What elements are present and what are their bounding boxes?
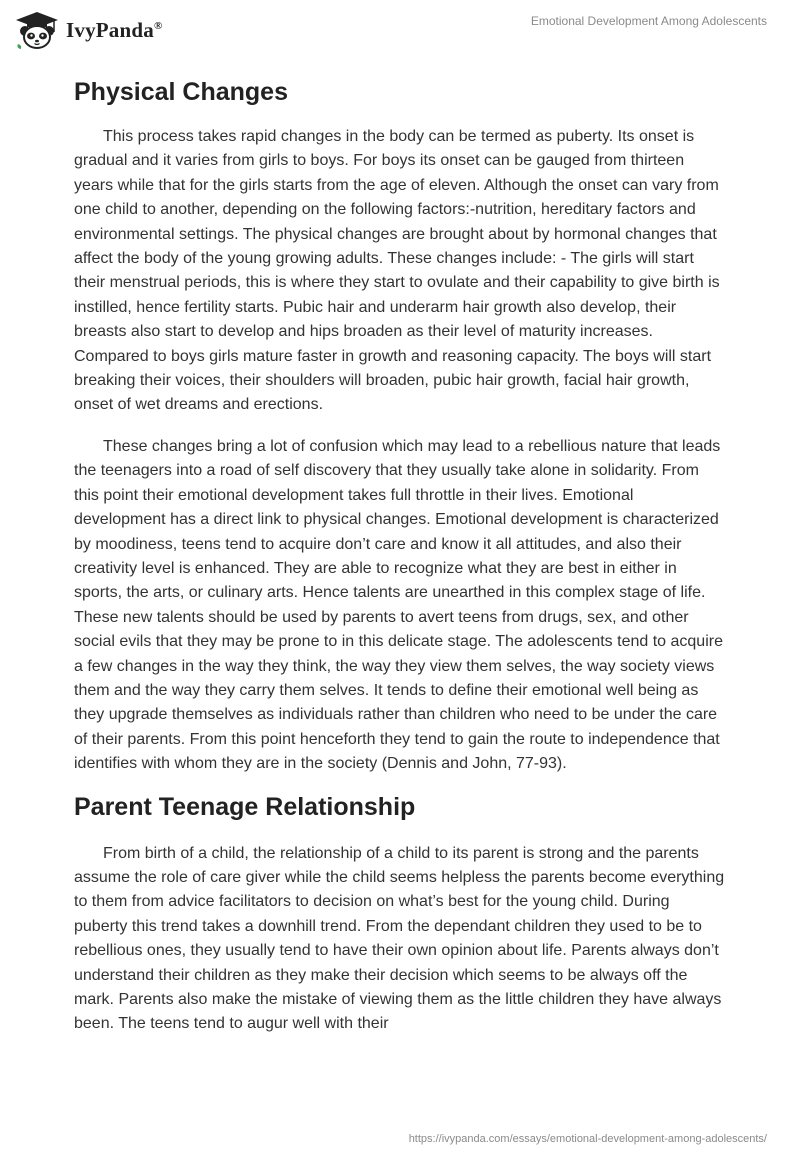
paragraph: This process takes rapid changes in the body can be termed as puberty. Its onset is gradual and it varies from girls to boys. For boys its onset can be gauged from thirteen years while that for the girls starts from the age of eleven. Although the onset can vary from one child to another, depending on the following factors:-nutrition, hereditary factors and environmental settings. The physical changes are brought about by hormonal changes that affect the body of the young growing adults. These changes include: - The girls will start their menstrual periods, this is where they start to ovulate and their capability to give birth is instilled, hence fertility starts. Pubic hair and underarm hair growth also develop, their breasts also start to develop and hips broaden as their level of maturity increases. Compared to boys girls mature faster in growth and reasoning capacity. The boys will start breaking their voices, their shoulders will broaden, pubic hair growth, facial hair growth, onset of wet dreams and erections. bbox=[74, 128, 720, 414]
ivypanda-logo[interactable] bbox=[14, 10, 162, 50]
paragraph: From birth of a child, the relationship of a child to its parent is strong and the parents assume the role of care giver while the child seems helpless the parents become everything to them from advice facilitators to decision on what’s best for the young child. During puberty this trend takes a downhill trend. From the dependant children they used to be to rebellious ones, they usually tend to have their own opinion about life. Parents always don’t understand their children as they make their decision which seems to be always off the mark. Parents also make the mistake of viewing them as the little children they have always been. The teens tend to augur well with their bbox=[74, 844, 725, 1033]
brand-name bbox=[66, 18, 162, 43]
brand-text: IvyPanda bbox=[66, 17, 154, 42]
source-url-link[interactable]: https://ivypanda.com/essays/emotional-development-among-adolescents/ bbox=[408, 1133, 767, 1145]
section-heading: Parent Teenage Relationship bbox=[74, 792, 416, 821]
paragraph: These changes bring a lot of confusion which may lead to a rebellious nature that leads the teenagers into a road of self discovery that they usually take alone in solidarity. From this point their emotional development takes full throttle in their lives. Emotional development has a direct link to physical changes. Emotional development is characterized by moodiness, teens tend to acquire don’t care and know it all attitudes, and also their creativity level is enhanced. They are able to recognize what they are best in either in sports, the arts, or culinary arts. Hence talents are unearthed in this complex stage of life. These new talents should be used by parents to avert teens from drugs, sex, and other social evils that they may be prone to in this delicate stage. The adolescents tend to acquire a few changes in the way they think, the way they view them selves, the way society views them and the way they carry them selves. It tends to define their emotional well being as they upgrade themselves as individuals rather than children who need to be under the care of their parents. From this point henceforth they tend to gain the route to independence that identifies with whom they are in the society (Dennis and John, 77-93). bbox=[74, 437, 723, 773]
registered-mark: ® bbox=[153, 19, 163, 32]
page-header bbox=[0, 0, 800, 60]
essay-content bbox=[74, 70, 726, 1037]
document-title: Emotional Development Among Adolescents bbox=[530, 14, 767, 28]
panda-graduate-icon bbox=[14, 10, 60, 50]
section-heading: Physical Changes bbox=[74, 78, 288, 106]
